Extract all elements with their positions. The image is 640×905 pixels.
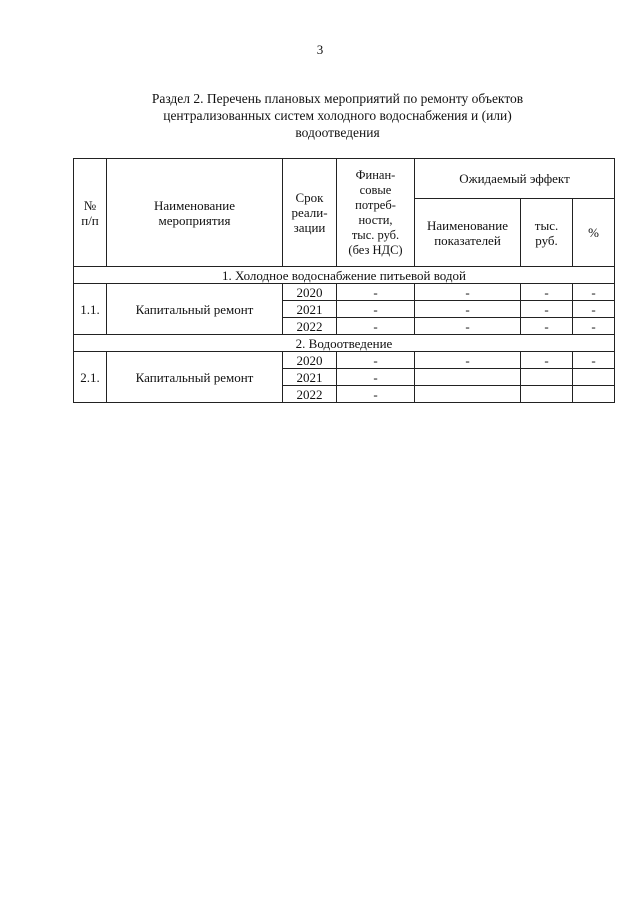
header-num-line: №	[83, 197, 97, 213]
row-thousand	[521, 386, 573, 403]
row-year: 2020	[283, 284, 337, 301]
header-finance-line: потреб-	[355, 197, 396, 212]
table-row	[74, 352, 615, 369]
row-year: 2021	[283, 369, 337, 386]
header-term-line: реали-	[291, 205, 328, 220]
row-percent	[573, 386, 615, 403]
section-title-line: водоотведения	[295, 125, 380, 140]
row-num: 2.1.	[74, 352, 107, 403]
row-thousand: -	[521, 318, 573, 335]
header-finance-line: совые	[359, 182, 392, 197]
row-finance: -	[337, 318, 415, 335]
section-title	[110, 90, 565, 141]
row-finance: -	[337, 301, 415, 318]
row-percent	[573, 369, 615, 386]
row-percent: -	[573, 284, 615, 301]
header-term	[283, 159, 337, 267]
header-indicators-line: показателей	[434, 232, 501, 248]
header-num	[74, 159, 107, 267]
header-finance-line: ности,	[358, 212, 393, 227]
row-indicator	[415, 386, 521, 403]
row-finance: -	[337, 369, 415, 386]
row-name: Капитальный ремонт	[107, 352, 283, 403]
section-title-line: Раздел 2. Перечень плановых мероприятий по ремонту объектов	[151, 91, 524, 106]
row-percent: -	[573, 352, 615, 369]
plan-table	[73, 158, 615, 403]
row-indicator	[415, 369, 521, 386]
header-thousand-line: тыс.	[534, 217, 559, 233]
row-name: Капитальный ремонт	[107, 284, 283, 335]
header-indicators	[415, 199, 521, 267]
row-thousand	[521, 369, 573, 386]
page-number: 3	[316, 42, 324, 57]
row-indicator: -	[415, 284, 521, 301]
section-title-line: централизованных систем холодного водоснабжения и (или)	[163, 108, 512, 123]
table-row	[74, 284, 615, 301]
header-name	[107, 159, 283, 267]
header-indicators-line: Наименование	[427, 217, 508, 233]
row-finance: -	[337, 386, 415, 403]
section-row	[74, 267, 615, 284]
header-finance-line: тыс. руб.	[351, 227, 400, 242]
row-thousand: -	[521, 284, 573, 301]
row-percent: -	[573, 318, 615, 335]
row-finance: -	[337, 352, 415, 369]
section-title-cell: 2. Водоотведение	[74, 335, 615, 352]
row-indicator: -	[415, 318, 521, 335]
header-thousand-line: руб.	[535, 232, 558, 248]
row-indicator: -	[415, 301, 521, 318]
row-indicator: -	[415, 352, 521, 369]
header-term-line: зации	[293, 220, 326, 235]
header-term-line: Срок	[295, 190, 324, 205]
section-row	[74, 335, 615, 352]
row-year: 2022	[283, 386, 337, 403]
header-name-line: Наименование	[154, 197, 235, 213]
header-percent: %	[573, 199, 615, 267]
header-finance	[337, 159, 415, 267]
row-year: 2022	[283, 318, 337, 335]
header-num-line: п/п	[81, 212, 99, 228]
table-header-row	[74, 159, 615, 199]
header-thousand	[521, 199, 573, 267]
row-finance: -	[337, 284, 415, 301]
header-finance-line: Финан-	[355, 167, 396, 182]
row-thousand: -	[521, 301, 573, 318]
row-year: 2021	[283, 301, 337, 318]
row-percent: -	[573, 301, 615, 318]
row-thousand: -	[521, 352, 573, 369]
header-finance-line: (без НДС)	[348, 242, 403, 257]
header-name-line: мероприятия	[158, 212, 231, 228]
header-effect: Ожидаемый эффект	[415, 159, 615, 199]
section-title-cell: 1. Холодное водоснабжение питьевой водой	[74, 267, 615, 284]
row-num: 1.1.	[74, 284, 107, 335]
row-year: 2020	[283, 352, 337, 369]
